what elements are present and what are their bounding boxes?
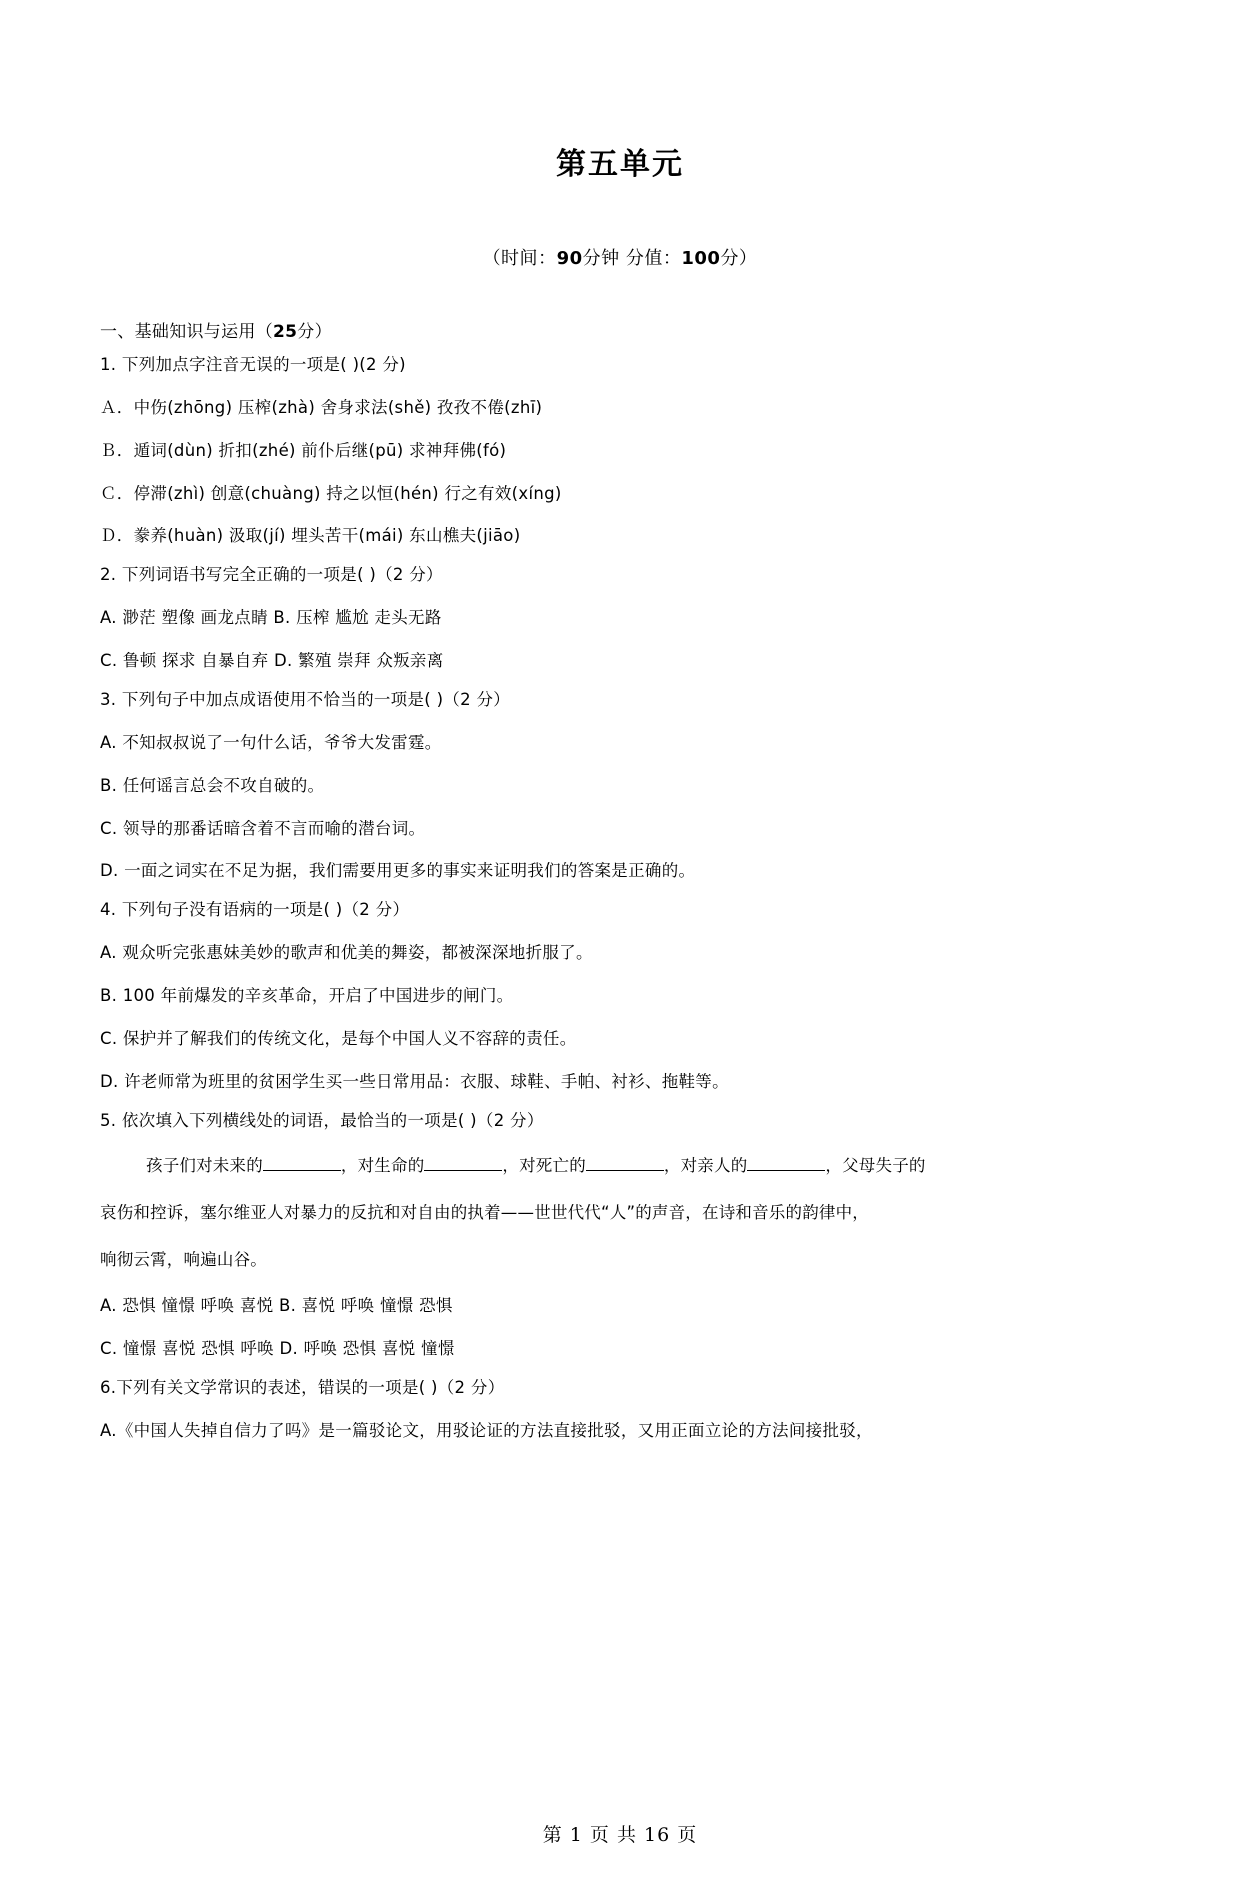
question-option: A. 恐惧 憧憬 呼唤 喜悦 B. 喜悦 呼唤 憧憬 恐惧 [100,1295,453,1315]
exam-meta-mid: 分钟 分值： [582,248,682,269]
question-option: D. 许老师常为班里的贫困学生买一些日常用品：衣服、球鞋、手帕、衬衫、拖鞋等。 [100,1071,729,1091]
document-page [0,145,1240,1899]
section-heading-label: 一、基础知识与运用（ [100,322,273,342]
question-stem: 3. 下列句子中加点成语使用不恰当的一项是( )（2 分） [100,689,511,709]
cloze-blank-1[interactable] [263,1170,341,1171]
cloze-text-3: ，对死亡的 [502,1155,586,1175]
question-option: A. 不知叔叔说了一句什么话，爷爷大发雷霆。 [100,732,442,752]
page-footer: 第 1 页 共 16 页 [542,1824,698,1846]
section-heading-score: 25 [273,322,298,342]
question-stem: 5. 依次填入下列横线处的词语，最恰当的一项是( )（2 分） [100,1110,544,1130]
cloze-passage-line2: 哀伤和控诉，塞尔维亚人对暴力的反抗和对自由的执着——世世代代“人”的声音，在诗和音乐的韵律中， [100,1202,869,1222]
section-heading [100,318,1140,347]
question-option: Ｃ．停滞(zhì) 创意(chuàng) 持之以恒(hén) 行之有效(xíng) [100,483,562,503]
question-option: D. 一面之词实在不足为据，我们需要用更多的事实来证明我们的答案是正确的。 [100,861,696,881]
page-title: 第五单元 [556,147,684,182]
question-option: A. 观众听完张惠妹美妙的歌声和优美的舞姿，都被深深地折服了。 [100,943,593,963]
question-option: C. 憧憬 喜悦 恐惧 呼唤 D. 呼唤 恐惧 喜悦 憧憬 [100,1338,455,1358]
question-option: A.《中国人失掉自信力了吗》是一篇驳论文，用驳论证的方法直接批驳，又用正面立论的方法间接批驳， [100,1420,873,1440]
question-option: Ａ．中伤(zhōng) 压榨(zhà) 舍身求法(shě) 孜孜不倦(zhī) [100,397,543,417]
question-option: Ｄ．豢养(huàn) 汲取(jí) 埋头苦干(mái) 东山樵夫(jiāo) [100,526,521,546]
cloze-text-2: ，对生命的 [340,1155,425,1175]
question-stem: 6.下列有关文学常识的表述，错误的一项是( )（2 分） [100,1377,505,1397]
cloze-passage-line3: 响彻云霄，响遍山谷。 [100,1250,267,1270]
section-heading-suffix: 分） [297,322,332,342]
cloze-blank-2[interactable] [424,1170,502,1171]
question-option: C. 领导的那番话暗含着不言而喻的潜台词。 [100,818,426,838]
question-stem: 4. 下列句子没有语病的一项是( )（2 分） [100,900,410,920]
question-option: B. 100 年前爆发的辛亥革命，开启了中国进步的闸门。 [100,986,514,1006]
cloze-blank-4[interactable] [747,1170,825,1171]
exam-time-value: 90 [556,248,583,269]
cloze-blank-3[interactable] [586,1170,664,1171]
exam-meta-prefix: （时间： [482,248,557,269]
exam-score-value: 100 [681,248,721,269]
question-stem: 2. 下列词语书写完全正确的一项是( )（2 分） [100,565,443,585]
question-option: C. 鲁顿 探求 自暴自弃 D. 繁殖 崇拜 众叛亲离 [100,651,444,671]
exam-meta [100,244,1140,270]
question-option: B. 任何谣言总会不攻自破的。 [100,775,325,795]
cloze-text-5: ，父母失子的 [825,1155,926,1175]
cloze-text-4: ，对亲人的 [663,1155,748,1175]
question-option: C. 保护并了解我们的传统文化，是每个中国人义不容辞的责任。 [100,1028,577,1048]
question-option: Ｂ．遁词(dùn) 折扣(zhé) 前仆后继(pū) 求神拜佛(fó) [100,440,507,460]
cloze-passage [100,1136,1140,1183]
cloze-text-1: 孩子们对未来的 [146,1155,263,1175]
question-option: A. 渺茫 塑像 画龙点睛 B. 压榨 尴尬 走头无路 [100,608,442,628]
exam-meta-suffix: 分） [720,248,758,269]
question-stem: 1. 下列加点字注音无误的一项是( )(2 分) [100,354,406,374]
